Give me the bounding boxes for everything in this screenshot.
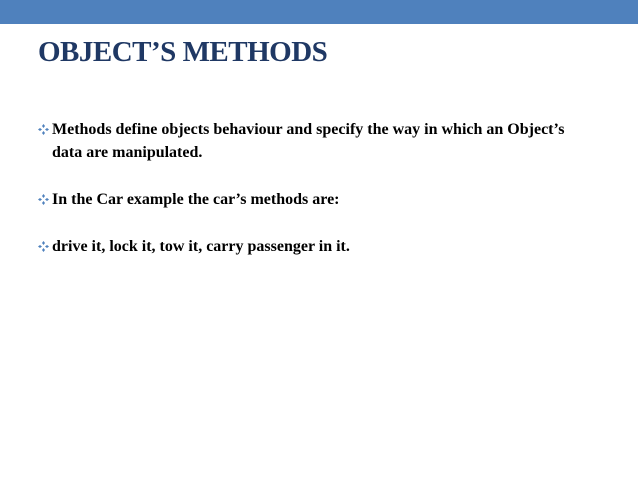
slide-title: OBJECT’S METHODS <box>38 36 328 68</box>
diamond-bullet-icon <box>38 188 52 211</box>
bullet-item <box>38 118 598 164</box>
bullet-list <box>38 118 598 258</box>
header-bar <box>0 0 638 24</box>
bullet-text: In the Car example the car’s methods are: <box>52 191 340 208</box>
bullet-item <box>38 235 598 258</box>
bullet-text: Methods define objects behaviour and specify the way in which an Object’s data are manipulated. <box>52 121 565 161</box>
bullet-text: drive it, lock it, tow it, carry passenger in it. <box>52 238 350 255</box>
diamond-bullet-icon <box>38 235 52 258</box>
bullet-item <box>38 188 598 211</box>
diamond-bullet-icon <box>38 118 52 141</box>
